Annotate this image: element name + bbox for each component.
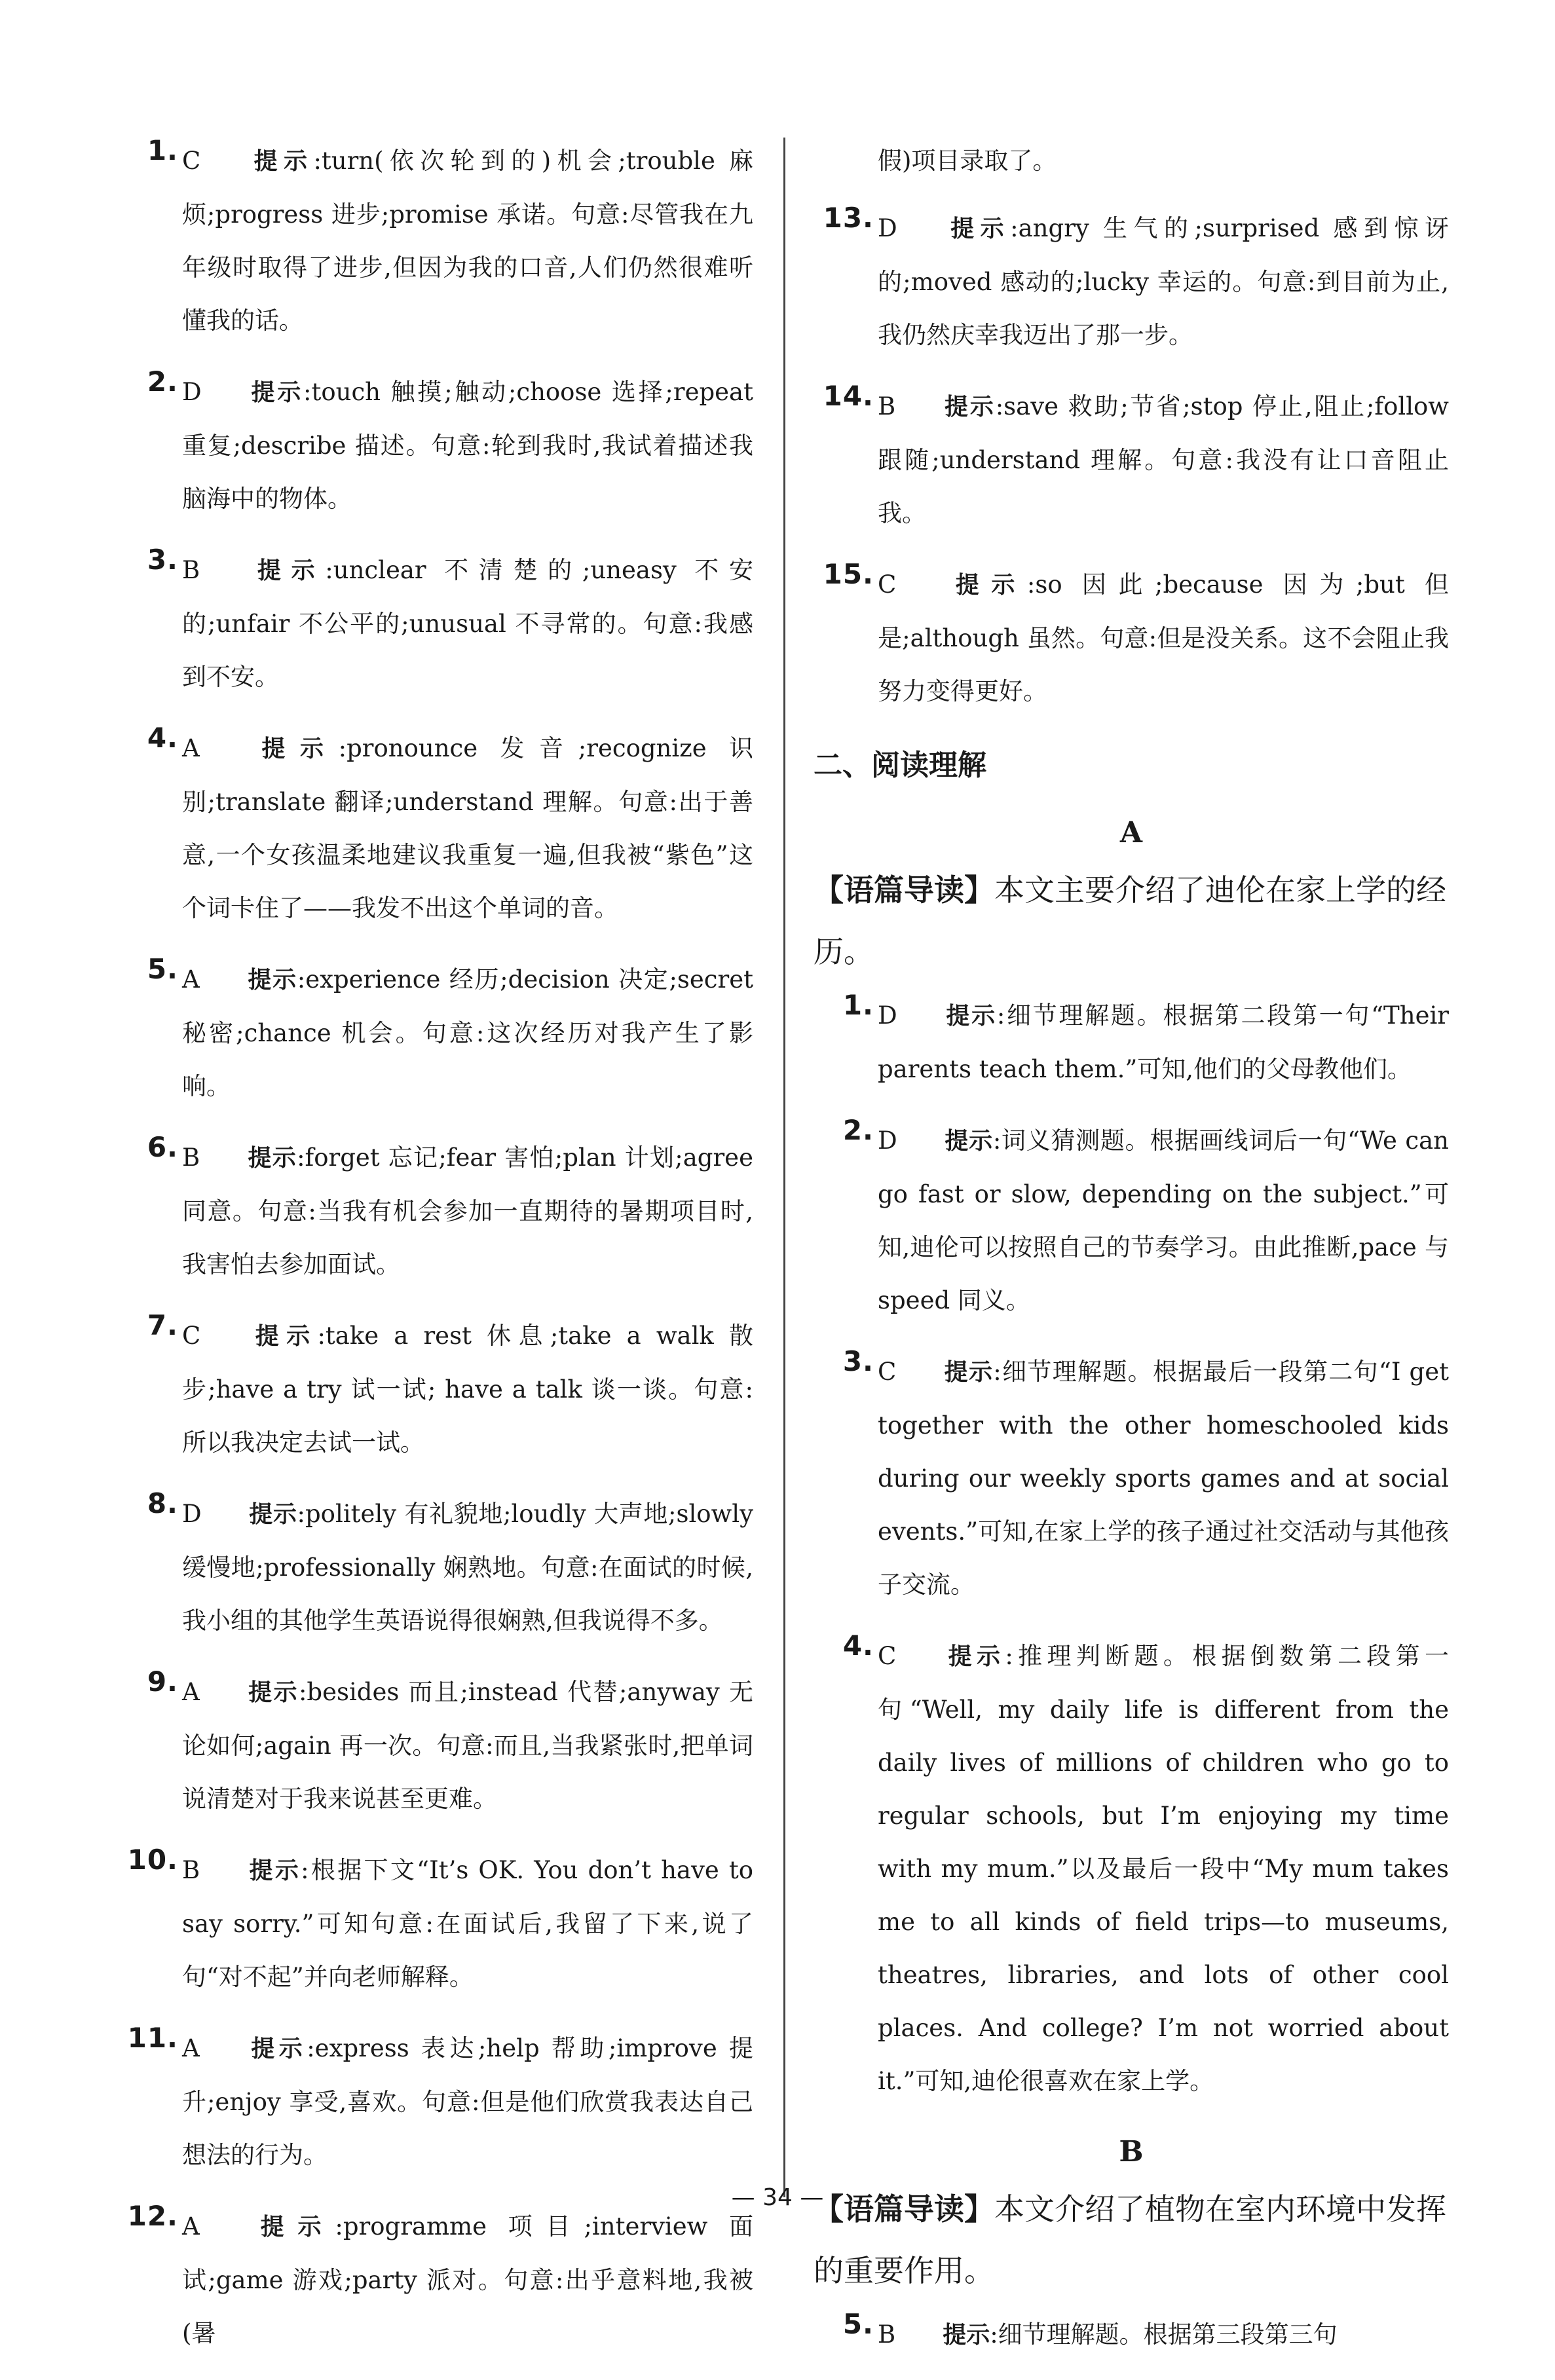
hint-text: :touch 触摸;触动;choose 选择;repeat 重复;describe 描述。句意:轮到我时,我试着描述我脑海中的物体。	[182, 378, 753, 513]
question-number: 10.	[127, 1844, 178, 1876]
question-item	[118, 1131, 753, 1291]
column-divider	[783, 138, 785, 2197]
question-item	[814, 1114, 1449, 1327]
question-number: 2.	[842, 1114, 874, 1146]
question-item	[118, 722, 753, 935]
hint-label: 提示	[248, 379, 303, 406]
question-number: 8.	[147, 1487, 178, 1519]
question-number: 13.	[823, 202, 874, 234]
answer-letter: B	[878, 392, 896, 420]
section-title-reading: 二、阅读理解	[814, 749, 986, 782]
hint-text: :细节理解题。根据第二段第一句“Their parents teach them.”可知,他们的父母教他们。	[878, 1001, 1449, 1083]
question-number: 9.	[147, 1665, 178, 1698]
hint-text: :programme 项目;interview 面试;game 游戏;party 派对。句意:出乎意料地,我被(暑	[182, 2212, 753, 2347]
question-item	[814, 558, 1449, 718]
part-a-label: A	[1119, 816, 1143, 849]
answer-letter: D	[878, 214, 897, 242]
question-number: 5.	[842, 2308, 874, 2340]
hint-text: :pronounce 发音;recognize 识别;translate 翻译;understand 理解。句意:出于善意,一个女孩温柔地建议我重复一遍,但我被“紫色”这个词卡住了——我发不出这个单词的音。	[182, 734, 753, 922]
answer-letter: C	[182, 1322, 201, 1350]
hint-text: :推理判断题。根据倒数第二段第一句“Well, my daily life is different from the daily lives of millions of children who go to regular schools, but I’m enjoying my time with my mum.”以及最后一段中“My mum takes me to all kinds of field trips—to museums, theatres, libraries, and lots of other cool places. And college? I’m not worried about it.”可知,迪伦很喜欢在家上学。	[878, 1642, 1449, 2095]
answer-letter: B	[182, 556, 200, 584]
hint-text: :unclear 不清楚的;uneasy 不安的;unfair 不公平的;unusual 不寻常的。句意:我感到不安。	[182, 556, 753, 691]
question-item	[118, 2022, 753, 2182]
question-item	[118, 2200, 753, 2360]
question-item	[814, 1629, 1449, 2108]
question-item	[814, 2308, 1449, 2362]
hint-text: :细节理解题。根据第三段第三句	[990, 2320, 1338, 2349]
hint-label: 提示	[943, 394, 996, 420]
answer-letter: A	[182, 1678, 200, 1706]
answer-letter: A	[182, 965, 200, 994]
question-number: 4.	[147, 722, 178, 754]
question-item	[118, 1487, 753, 1647]
hint-text: :词义猜测题。根据画线词后一句“We can go fast or slow, depending on the subject.”可知,迪伦可以按照自己的节奏学习。由此推断,pace 与 speed 同义。	[878, 1126, 1449, 1314]
answer-letter: A	[182, 2034, 200, 2062]
hint-text: :experience 经历;decision 决定;secret 秘密;chance 机会。句意:这次经历对我产生了影响。	[182, 965, 753, 1100]
hint-text: :save 救助;节省;stop 停止,阻止;follow 跟随;understand 理解。句意:我没有让口音阻止我。	[878, 392, 1449, 527]
hint-label: 提示	[943, 572, 1027, 599]
left-column	[118, 134, 753, 2378]
hint-text: :take a rest 休息;take a walk 散步;have a try 试一试; have a talk 谈一谈。句意:所以我决定去试一试。	[182, 1322, 753, 1457]
question-item	[814, 202, 1449, 362]
question-number: 3.	[842, 1345, 874, 1377]
hint-text: :forget 忘记;fear 害怕;plan 计划;agree 同意。句意:当我有机会参加一直期待的暑期项目时,我害怕去参加面试。	[182, 1144, 753, 1278]
question-item	[118, 134, 753, 347]
hint-label: 提示	[246, 1679, 299, 1706]
question-item	[814, 989, 1449, 1096]
part-a-guide	[814, 859, 1449, 982]
guide-text: 本文主要介绍了迪伦在家上学的经历。	[814, 872, 1446, 969]
question-number: 12.	[127, 2200, 178, 2232]
answer-letter: C	[182, 147, 201, 175]
hint-text: :根据下文“It’s OK. You don’t have to say sorry.”可知句意:在面试后,我留了下来,说了句“对不起”并向老师解释。	[182, 1856, 753, 1991]
hint-label: 提示	[943, 1359, 994, 1386]
hint-label: 提示	[247, 557, 326, 584]
answer-letter: A	[182, 734, 200, 762]
answer-letter: B	[878, 2320, 896, 2349]
hint-label: 提示	[247, 1857, 301, 1884]
answer-letter: D	[182, 378, 202, 406]
hint-text: :express 表达;help 帮助;improve 提升;enjoy 享受,喜欢。句意:但是他们欣赏我表达自己想法的行为。	[182, 2034, 753, 2169]
hint-label: 提示	[246, 735, 339, 762]
answer-letter: C	[878, 1642, 897, 1670]
hint-label: 提示	[246, 967, 297, 994]
hint-text: :politely 有礼貌地;loudly 大声地;slowly 缓慢地;professionally 娴熟地。句意:在面试的时候,我小组的其他学生英语说得很娴熟,但我说得不多。	[182, 1500, 753, 1635]
question-number: 3.	[147, 544, 178, 576]
hint-label: 提示	[944, 1003, 997, 1030]
hint-label: 提示	[944, 1128, 993, 1155]
question-number: 4.	[842, 1629, 874, 1662]
answer-letter: D	[182, 1500, 202, 1528]
question-item	[814, 1345, 1449, 1611]
question-number: 14.	[823, 380, 874, 412]
question-number: 11.	[127, 2022, 178, 2054]
hint-text: :angry 生气的;surprised 感到惊讶的;moved 感动的;lucky 幸运的。句意:到目前为止,我仍然庆幸我迈出了那一步。	[878, 214, 1449, 349]
question-item	[118, 1665, 753, 1825]
answer-letter: A	[182, 2212, 200, 2241]
guide-text: 本文介绍了植物在室内环境中发挥的重要作用。	[814, 2191, 1446, 2288]
question-item	[118, 365, 753, 525]
guide-label: 【语篇导读】	[814, 2191, 994, 2227]
question-item	[118, 1309, 753, 1469]
hint-label: 提示	[248, 1501, 297, 1528]
guide-label: 【语篇导读】	[814, 872, 994, 908]
hint-label: 提示	[248, 1323, 318, 1350]
question-item	[118, 544, 753, 703]
question-item	[814, 380, 1449, 540]
hint-text: :besides 而且;instead 代替;anyway 无论如何;again 再一次。句意:而且,当我紧张时,把单词说清楚对于我来说甚至更难。	[182, 1678, 753, 1813]
hint-label: 提示	[944, 215, 1011, 242]
question-number: 6.	[147, 1131, 178, 1163]
answer-letter: C	[878, 570, 897, 599]
answer-letter: D	[878, 1001, 897, 1030]
hint-text: :so 因此;because 因为;but 但是;although 虽然。句意:但是没关系。这不会阻止我努力变得更好。	[878, 570, 1449, 705]
question-number: 7.	[147, 1309, 178, 1341]
question-item	[118, 953, 753, 1113]
question-number: 2.	[147, 365, 178, 398]
hint-label: 提示	[943, 2322, 990, 2349]
page-number: — 34 —	[731, 2184, 824, 2211]
hint-label: 提示	[248, 148, 314, 175]
hint-label: 提示	[943, 1643, 1005, 1670]
question-number: 1.	[842, 989, 874, 1021]
hint-text: :细节理解题。根据最后一段第二句“I get together with the other homeschooled kids during our weekly sports games and at social events.”可知,在家上学的孩子通过社交活动与其他孩子交流。	[878, 1358, 1449, 1599]
part-b-label: B	[1119, 2135, 1144, 2168]
question-number: 1.	[147, 134, 178, 166]
question-number: 5.	[147, 953, 178, 985]
hint-label: 提示	[247, 1145, 297, 1172]
continued-text: 假)项目录取了。	[878, 147, 1057, 175]
hint-text: :turn(依次轮到的)机会;trouble 麻烦;progress 进步;promise 承诺。句意:尽管我在九年级时取得了进步,但因为我的口音,人们仍然很难听懂我的话。	[182, 147, 753, 335]
answer-letter: C	[878, 1358, 897, 1386]
question-number: 15.	[823, 558, 874, 590]
answer-letter: B	[182, 1144, 200, 1172]
answer-letter: B	[182, 1856, 200, 1884]
hint-label: 提示	[246, 2036, 307, 2062]
right-column	[814, 134, 1449, 2380]
answer-letter: D	[878, 1126, 897, 1155]
hint-label: 提示	[246, 2214, 335, 2241]
question-item	[118, 1844, 753, 2003]
